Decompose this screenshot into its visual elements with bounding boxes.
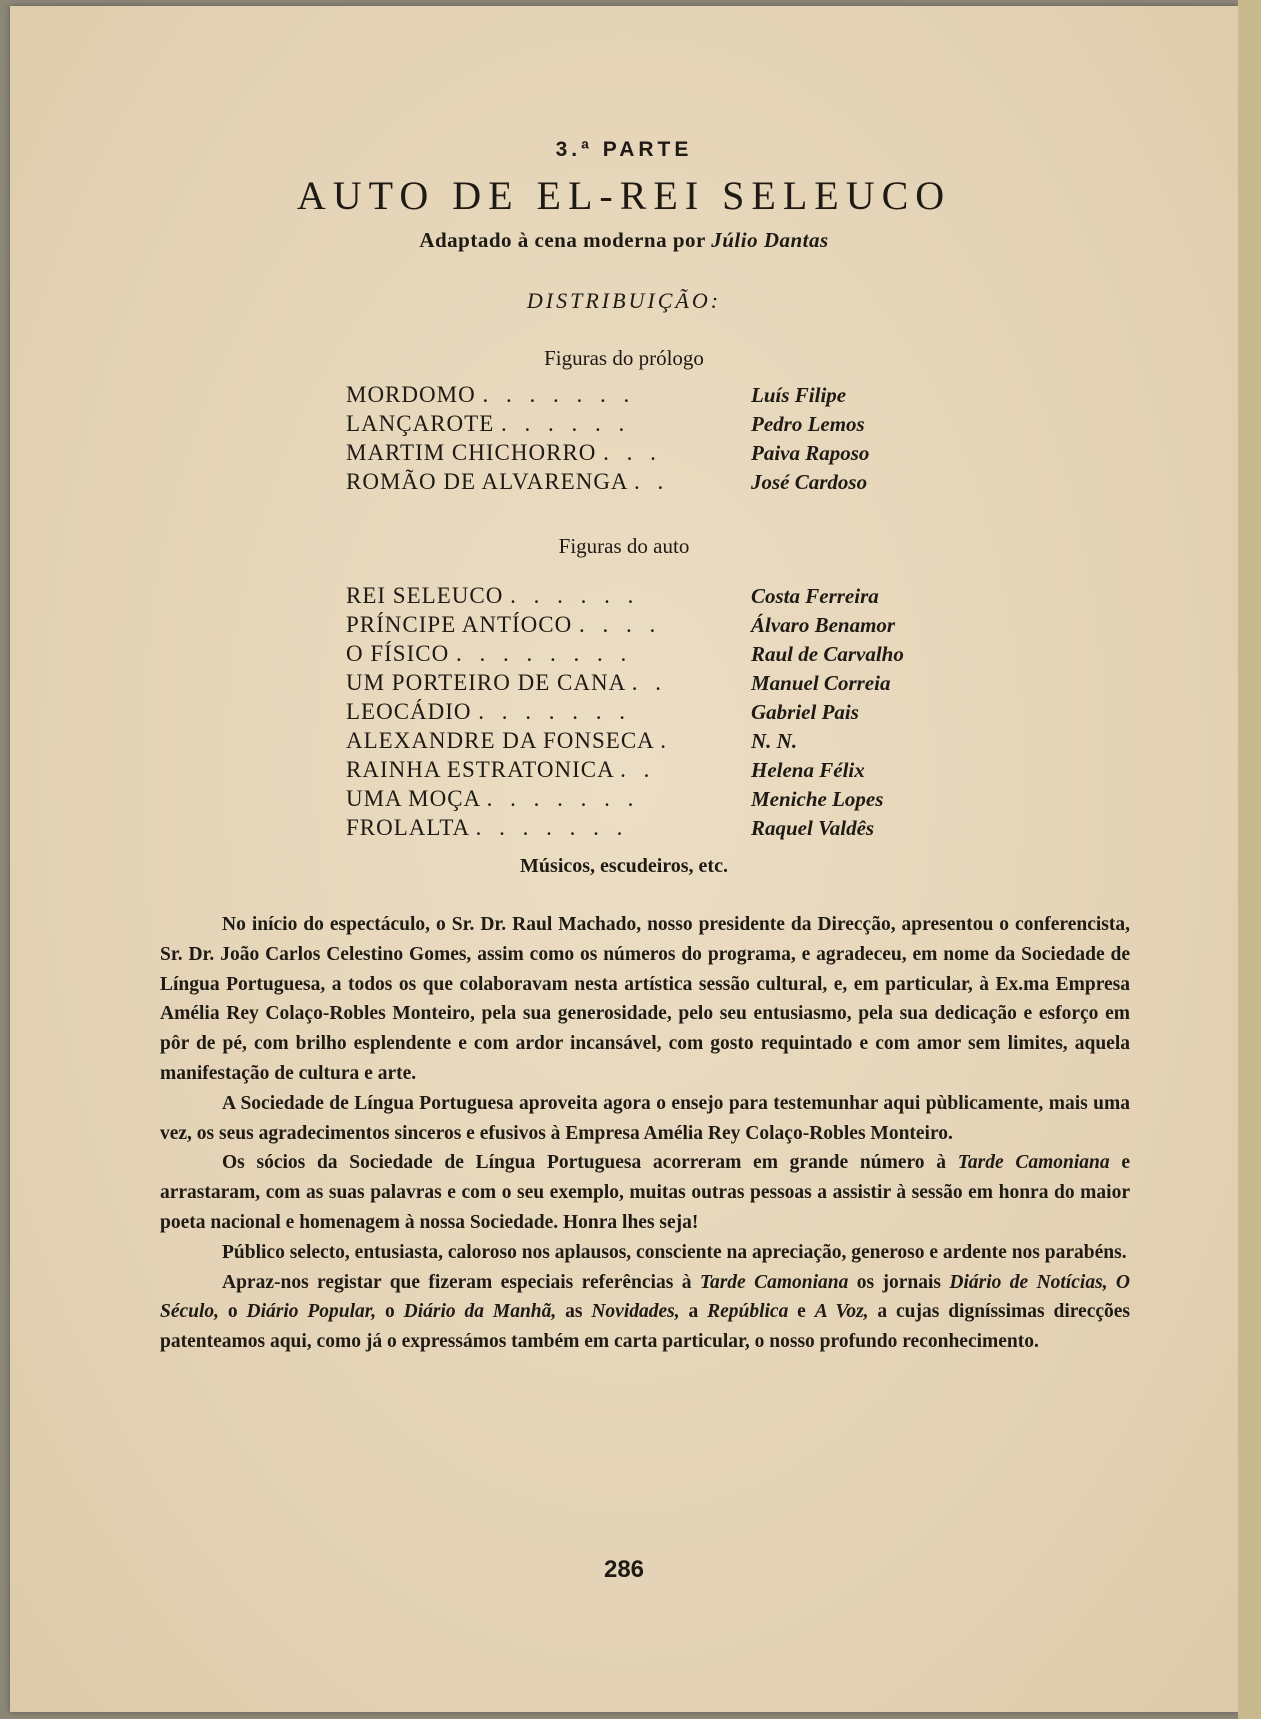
leader-dots: . . . . . . . .: [455, 641, 633, 666]
cast-role: MORDOMO: [346, 382, 476, 407]
leader-dots: . .: [634, 469, 670, 494]
leader-dots: . . . .: [578, 612, 662, 637]
cast-row: [346, 786, 966, 815]
cast-actor: Gabriel Pais: [751, 700, 859, 724]
newspaper-name: Diário Popular,: [246, 1301, 377, 1323]
report-text: [160, 910, 1130, 1357]
auto-heading: Figuras do auto: [558, 534, 690, 558]
leader-dots: . . . . . .: [510, 583, 640, 608]
leader-dots: .: [660, 728, 673, 753]
paragraph: Os sócios da Sociedade de Língua Portuguesa acorreram em grande número à Tarde Camoniana e arrastaram, com as suas palavras e com o seu exemplo, muitas outras pessoas a assistir à sessão em honra do maior poeta nacional e homenagem à nossa Sociedade. Honra lhes seja!: [160, 1152, 1131, 1233]
cast-actor: N. N.: [751, 729, 798, 753]
distribution-heading: DISTRIBUIÇÃO:: [526, 288, 722, 313]
leader-dots: . .: [631, 670, 667, 695]
cast-row: [346, 815, 966, 844]
newspaper-name: Diário da Manhã,: [403, 1301, 557, 1323]
cast-row: [346, 670, 966, 699]
auto-cast-list: [346, 583, 966, 844]
cast-role: FROLALTA: [346, 815, 469, 840]
cast-actor: Pedro Lemos: [751, 412, 865, 436]
paragraph: No início do espectáculo, o Sr. Dr. Raul Machado, nosso presidente da Direcção, apresentou o conferencista, Sr. Dr. João Carlos Celestino Gomes, assim como os números do programa, e agradeceu, em nome da Sociedade de Língua Portuguesa, a todos os que colaboravam nesta artística sessão cultural, e, em particular, à Ex.ma Empresa Amélia Rey Colaço-Robles Monteiro, pela sua generosidade, pelo seu entusiasmo, pela sua dedicação e esforço em pôr de pé, com brilho esplendente e com ardor incansável, com gosto requintado e com amor sem limites, aquela manifestação de cultura e arte.: [160, 914, 1130, 1084]
cast-role: ALEXANDRE DA FONSECA: [346, 728, 654, 753]
cast-role: ROMÃO DE ALVARENGA: [346, 469, 628, 494]
page-number: 286: [603, 1556, 645, 1583]
prologue-heading: Figuras do prólogo: [544, 346, 704, 370]
cast-row: [346, 757, 966, 786]
newspaper-name: República: [707, 1301, 789, 1323]
cast-actor: Costa Ferreira: [751, 584, 879, 608]
leader-dots: . . . . . .: [501, 411, 631, 436]
cast-actor: Raquel Valdês: [751, 816, 875, 840]
cast-role: MARTIM CHICHORRO: [346, 440, 597, 465]
cast-actor: José Cardoso: [751, 470, 868, 494]
leader-dots: . . . . . . .: [486, 786, 640, 811]
paragraph: Apraz-nos registar que fizeram especiais referências à Tarde Camoniana os jornais Diário de Notícias, O Século, o Diário Popular, o Diário da Manhã, as Novidades, a República e A Voz, a cujas digníssimas direcções patenteamos aqui, como já o expressámos também em carta particular, o nosso profundo reconhecimento.: [160, 1271, 1131, 1353]
document-page: [10, 6, 1238, 1712]
emphasis: Tarde Camoniana: [699, 1271, 849, 1293]
paragraph: A Sociedade de Língua Portuguesa aproveita agora o ensejo para testemunhar aqui pùblicamente, mais uma vez, os seus agradecimentos sinceros e efusivos à Empresa Amélia Rey Colaço-Robles Monteiro.: [160, 1092, 1130, 1144]
cast-row: [346, 728, 966, 757]
cast-role: UM PORTEIRO DE CANA: [346, 670, 625, 695]
cast-actor: Manuel Correia: [751, 671, 891, 695]
cast-row: [346, 699, 966, 728]
adaptation-credit-prefix: Adaptado à cena moderna por: [419, 228, 712, 252]
cast-row: [346, 469, 966, 498]
cast-row: [346, 440, 966, 469]
cast-role: O FÍSICO: [346, 641, 450, 666]
play-title: AUTO DE EL-REI SELEUCO: [296, 173, 952, 218]
leader-dots: . . . . . . .: [478, 699, 632, 724]
cast-row: [346, 612, 966, 641]
cast-actor: Raul de Carvalho: [751, 642, 904, 666]
adjacent-page-edge: [1238, 0, 1261, 1719]
cast-row: [346, 641, 966, 670]
leader-dots: . . . . . . .: [475, 815, 629, 840]
extras-line: Músicos, escudeiros, etc.: [520, 855, 728, 877]
leader-dots: . .: [620, 757, 656, 782]
cast-actor: Paiva Raposo: [751, 441, 870, 465]
cast-row: [346, 583, 966, 612]
cast-actor: Meniche Lopes: [751, 787, 884, 811]
part-label: 3.ª PARTE: [555, 138, 693, 161]
newspaper-name: Novidades,: [591, 1301, 680, 1323]
cast-role: UMA MOÇA: [346, 786, 480, 811]
cast-row: [346, 411, 966, 440]
cast-role: REI SELEUCO: [346, 583, 504, 608]
leader-dots: . . . . . . .: [482, 382, 636, 407]
newspaper-name: Diário de Notícias, O Século,: [160, 1271, 1130, 1323]
cast-actor: Luís Filipe: [751, 383, 847, 407]
cast-role: RAINHA ESTRATONICA: [346, 757, 614, 782]
adaptation-credit: [10, 228, 1238, 253]
cast-actor: Álvaro Benamor: [751, 613, 896, 637]
cast-row: [346, 382, 966, 411]
cast-actor: Helena Félix: [751, 758, 865, 782]
cast-role: PRÍNCIPE ANTÍOCO: [346, 612, 573, 637]
newspaper-name: A Voz,: [814, 1301, 869, 1323]
cast-role: LANÇAROTE: [346, 411, 495, 436]
adaptation-author: Júlio Dantas: [711, 228, 829, 252]
paragraph: Público selecto, entusiasta, caloroso nos aplausos, consciente na apreciação, generoso e ardente nos parabéns.: [222, 1241, 1127, 1263]
emphasis: Tarde Camoniana: [957, 1152, 1110, 1174]
cast-role: LEOCÁDIO: [346, 699, 472, 724]
leader-dots: . . .: [603, 440, 662, 465]
prologue-cast-list: [346, 382, 966, 498]
